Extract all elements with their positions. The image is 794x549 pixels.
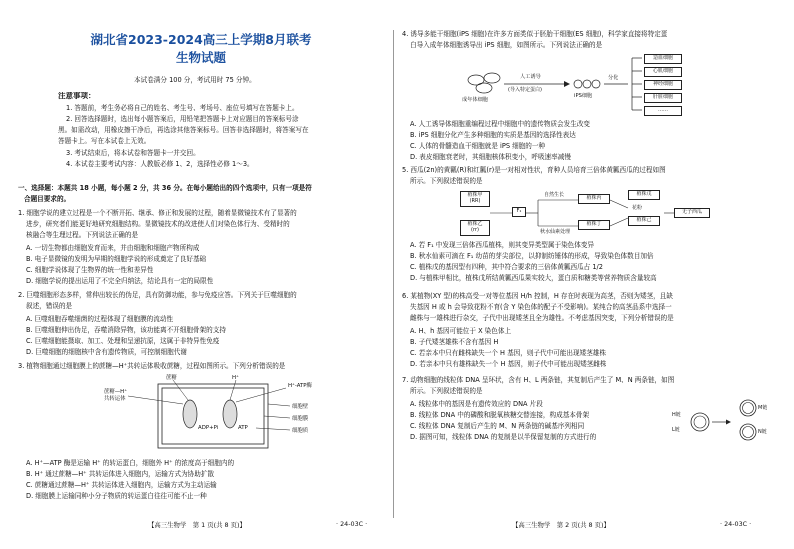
label-differentiate: 分化 (608, 75, 619, 81)
label-pollen: 花粉 (632, 205, 643, 211)
label-m-chain: M链 (758, 405, 768, 411)
q5-figure (460, 188, 710, 238)
exam-subtitle: 生物试题 (175, 50, 226, 65)
page-footer: 【高三生物学 第 2 页(共 8 页)】 (512, 521, 610, 529)
label-l-chain: L链 (672, 427, 680, 433)
label-adp: ADP+Pi (198, 425, 219, 431)
notice-line: 答题卡上。写在本试卷上无效。 (58, 137, 151, 145)
option: D. 与植株甲相比，植株戊所结黄瓤西瓜果实较大，蛋白质和糖类等营养物质含量较高 (410, 274, 657, 282)
option: D. 表皮细胞衰老时，其细胞核体积变小，呼吸速率减慢 (410, 153, 571, 161)
label-colchicine: 秋水仙素处理 (540, 229, 571, 235)
option: B. 秋水仙素可滴在 F₁ 幼苗的芽尖部位，以抑制纺锤体的形成，导致染色体数目加倍 (410, 252, 654, 260)
exam-title: 湖北省2023-2024高三上学期8月联考 (90, 32, 312, 47)
option: B. 线粒体 DNA 中的磷酸和脱氧核糖交替连接，构成基本骨架 (410, 411, 590, 419)
option: C. 人体的骨髓造血干细胞就是 iPS 细胞的一种 (410, 142, 546, 150)
plant-a-genotype: (RR) (469, 198, 481, 204)
notice-line: 2. 回答选择题时，选出每小题答案后，用铅笔把答题卡上对应题目的答案标号涂 (66, 115, 299, 123)
plant-box (460, 191, 490, 207)
label-n-chain: N链 (758, 429, 767, 435)
option: D. 细胞膜上运输同种小分子物质的转运蛋白往往可能不止一种 (26, 492, 207, 500)
page-code: · 24-03C · (336, 520, 368, 528)
option: C. 植株戊的基因型有四种，其中符合要求的三倍体黄瓤西瓜占 1/2 (410, 263, 603, 271)
option: A. H、h 基因可能位于 X 染色体上 (410, 327, 512, 335)
option: B. 巨噬细胞伸出伪足，吞噬消除异物，该功能离不开细胞骨架的支持 (26, 326, 226, 334)
page-footer: 【高三生物学 第 1 页(共 8 页)】 (148, 521, 246, 529)
label-sucrose: 蔗糖 (166, 375, 177, 381)
label-cotransporter: 共转运体 (104, 396, 126, 402)
plant-c-box: 植株丙 (578, 194, 610, 204)
option: C. 蔗糖通过蔗糖—H⁺ 共转运体进入细胞内，运输方式为主动运输 (26, 481, 217, 489)
plant-a-name: 植株甲 (467, 192, 483, 198)
option: B. 电子显微镜的发明为早期的细胞学说的形成奠定了良好基础 (26, 255, 207, 263)
notice-line: 3. 考试结束后，将本试卷和答题卡一并交回。 (66, 149, 200, 157)
option: C. 细胞学说体现了生物界的统一性和差异性 (26, 266, 154, 274)
option: B. H⁺ 通过蔗糖—H⁺ 共转运体进入细胞内，运输方式为协助扩散 (26, 470, 215, 478)
label-cell-wall: 细胞壁 (292, 404, 309, 410)
target-cell: 神经细胞 (644, 80, 682, 90)
section-heading: 合题目要求的。 (24, 195, 71, 203)
plant-d-box: 植株丁 (578, 220, 610, 230)
option: C. 巨噬细胞能摄取、加工、处理和呈递抗原，这属于非特异性免疫 (26, 337, 220, 345)
question-2: 叙述，错误的是 (26, 302, 73, 310)
plant-b-genotype: (rr) (471, 227, 479, 233)
question-5: 所示。下列叙述错误的是 (410, 177, 483, 185)
question-1: 核融合等生理过程。下列说法正确的是 (26, 231, 139, 239)
question-5: 5. 西瓜(2n)的黄瓤(R)和红瓤(r)是一对相对性状，育种人员培育三倍体黄瓤西瓜的过程如图 (402, 166, 666, 174)
label-cell-membrane: 细胞膜 (292, 416, 309, 422)
option: A. H⁺—ATP 酶是运输 H⁺ 的转运蛋白，细胞外 H⁺ 的浓度高于细胞内的 (26, 459, 235, 467)
seedless-box: 无子西瓜 (674, 208, 710, 218)
option: D. 若亲本中只有雄株缺失一个 H 基因，则子代中可能出现矮茎雌株 (410, 360, 607, 368)
question-3: 3. 植物细胞通过细胞膜上的蔗糖—H⁺共转运体吸收蔗糖，过程如图所示。下列分析错误的是 (18, 362, 286, 370)
option: C. 线粒体 DNA 复制后产生的 M、N 两条链的碱基序列相同 (410, 422, 585, 430)
plant-e-box: 植株戊 (628, 190, 660, 200)
label-natural-growth: 自然生长 (544, 192, 565, 198)
q3-figure (104, 374, 338, 456)
plant-f-box: 植株己 (628, 216, 660, 226)
question-1: 1. 细胞学说的建立过程是一个不断开拓、继承、修正和发展的过程，随着显微镜技术有了显著的 (18, 209, 297, 217)
label-h-atpase: H⁺-ATP酶 (288, 383, 312, 389)
label-cytoplasm: 细胞质 (292, 428, 309, 434)
question-1: 进步，研究者们能更好地研究细胞结构。显微镜技术的改进使人们对染色体行为、受精时的 (26, 220, 290, 228)
option: A. 若 F₁ 中发现三倍体西瓜植株，则其变异类型属于染色体变异 (410, 241, 595, 249)
label-cotransporter: 蔗糖—H⁺ (104, 389, 128, 395)
option: D. 巨噬细胞的细胞核中含有遗传物质，可控制细胞代谢 (26, 348, 187, 356)
f1-box: F₁ (512, 207, 526, 217)
notice-line: 4. 本试卷主要考试内容：人教版必修 1、2，选择性必修 1～3。 (66, 160, 254, 168)
option: B. 子代矮茎雄株不含有基因 H (410, 338, 499, 346)
option: D. 据图可知，线粒体 DNA 的复制是以半保留复制的方式进行的 (410, 433, 597, 441)
target-cell: …… (644, 106, 682, 116)
page-code: · 24-03C · (720, 520, 752, 528)
question-6: 失基因 H 或 h 会导致花粉不育(含 Y 染色体的配子不受影响)。某纯合的高茎品系中选择一 (410, 303, 672, 311)
question-6: 6. 某植物(XY 型)的株高受一对等位基因 H/h 控制，H 存在时表现为高茎，否则为矮茎，且缺 (402, 292, 673, 300)
q7-figure (672, 396, 778, 444)
option: B. iPS 细胞分化产生多种细胞的实质是基因的选择性表达 (410, 131, 576, 139)
label-induce-note: (导入特定蛋白) (508, 87, 542, 93)
option: A. 人工诱导体细胞重编程过程中细胞中的遗传物质会发生改变 (410, 120, 591, 128)
label-atp: ATP (238, 425, 248, 431)
target-cell: 心肌细胞 (644, 67, 682, 77)
plant-b-name: 植株乙 (467, 221, 483, 227)
question-2: 2. 巨噬细胞形态多样，常伸出较长的伪足，具有防御功能，参与免疫应答。下列关于巨噬细胞的 (18, 291, 297, 299)
option: A. 巨噬细胞吞噬细菌的过程体现了细胞膜的流动性 (26, 315, 174, 323)
question-4: 白导入成年体细胞诱导出 iPS 细胞，如图所示。下列说法正确的是 (410, 41, 603, 49)
label-induce: 人工诱导 (520, 74, 541, 80)
exam-info: 本试卷满分 100 分，考试用时 75 分钟。 (134, 76, 256, 84)
label-hplus: H⁺ (232, 375, 239, 381)
question-4: 4. 诱导多能干细胞(iPS 细胞)在许多方面类似于胚胎干细胞(ES 细胞)，科学家直接将特定蛋 (402, 30, 668, 38)
q4-figure (456, 52, 716, 116)
question-7: 7. 动物细胞的线粒体 DNA 呈环状，含有 H、L 两条链，其复制后产生了 M、N 两条链，如图 (402, 376, 675, 384)
question-6: 雌株与一雄株进行杂交，子代中出现矮茎且全为雄性。不考虑基因突变，下列分析错误的是 (410, 314, 674, 322)
question-7: 所示。下列叙述错误的是 (410, 387, 483, 395)
option: A. 线粒体中的基因是有遗传效应的 DNA 片段 (410, 400, 543, 408)
target-cell: 肝脏细胞 (644, 93, 682, 103)
notice-title: 注意事项： (58, 92, 96, 100)
notice-line: 1. 答题前，考生务必将自己的姓名、考生号、考场号、座位号填写在答题卡上。 (66, 104, 299, 112)
label-adult-cells: 成年体细胞 (462, 97, 488, 103)
column-divider (393, 30, 394, 518)
target-cell: 造血细胞 (644, 54, 682, 64)
label-ips: iPS细胞 (574, 93, 593, 99)
option: C. 若亲本中只有雌株缺失一个 H 基因，则子代中可能出现矮茎雄株 (410, 349, 606, 357)
plant-box (460, 220, 490, 236)
section-heading: 一、选择题：本题共 18 小题，每小题 2 分，共 36 分。在每小题给出的四个选项中，只有一项是符 (18, 184, 312, 192)
label-h-chain: H链 (672, 412, 681, 418)
option: D. 细胞学说的提出运用了不完全归纳法，结论具有一定的局限性 (26, 277, 214, 285)
option: A. 一切生物都由细胞发育而来，并由细胞和细胞产物所构成 (26, 244, 200, 252)
notice-line: 黑。如需改动，用橡皮擦干净后，再选涂其他答案标号。回答非选择题时，将答案写在 (58, 126, 309, 134)
